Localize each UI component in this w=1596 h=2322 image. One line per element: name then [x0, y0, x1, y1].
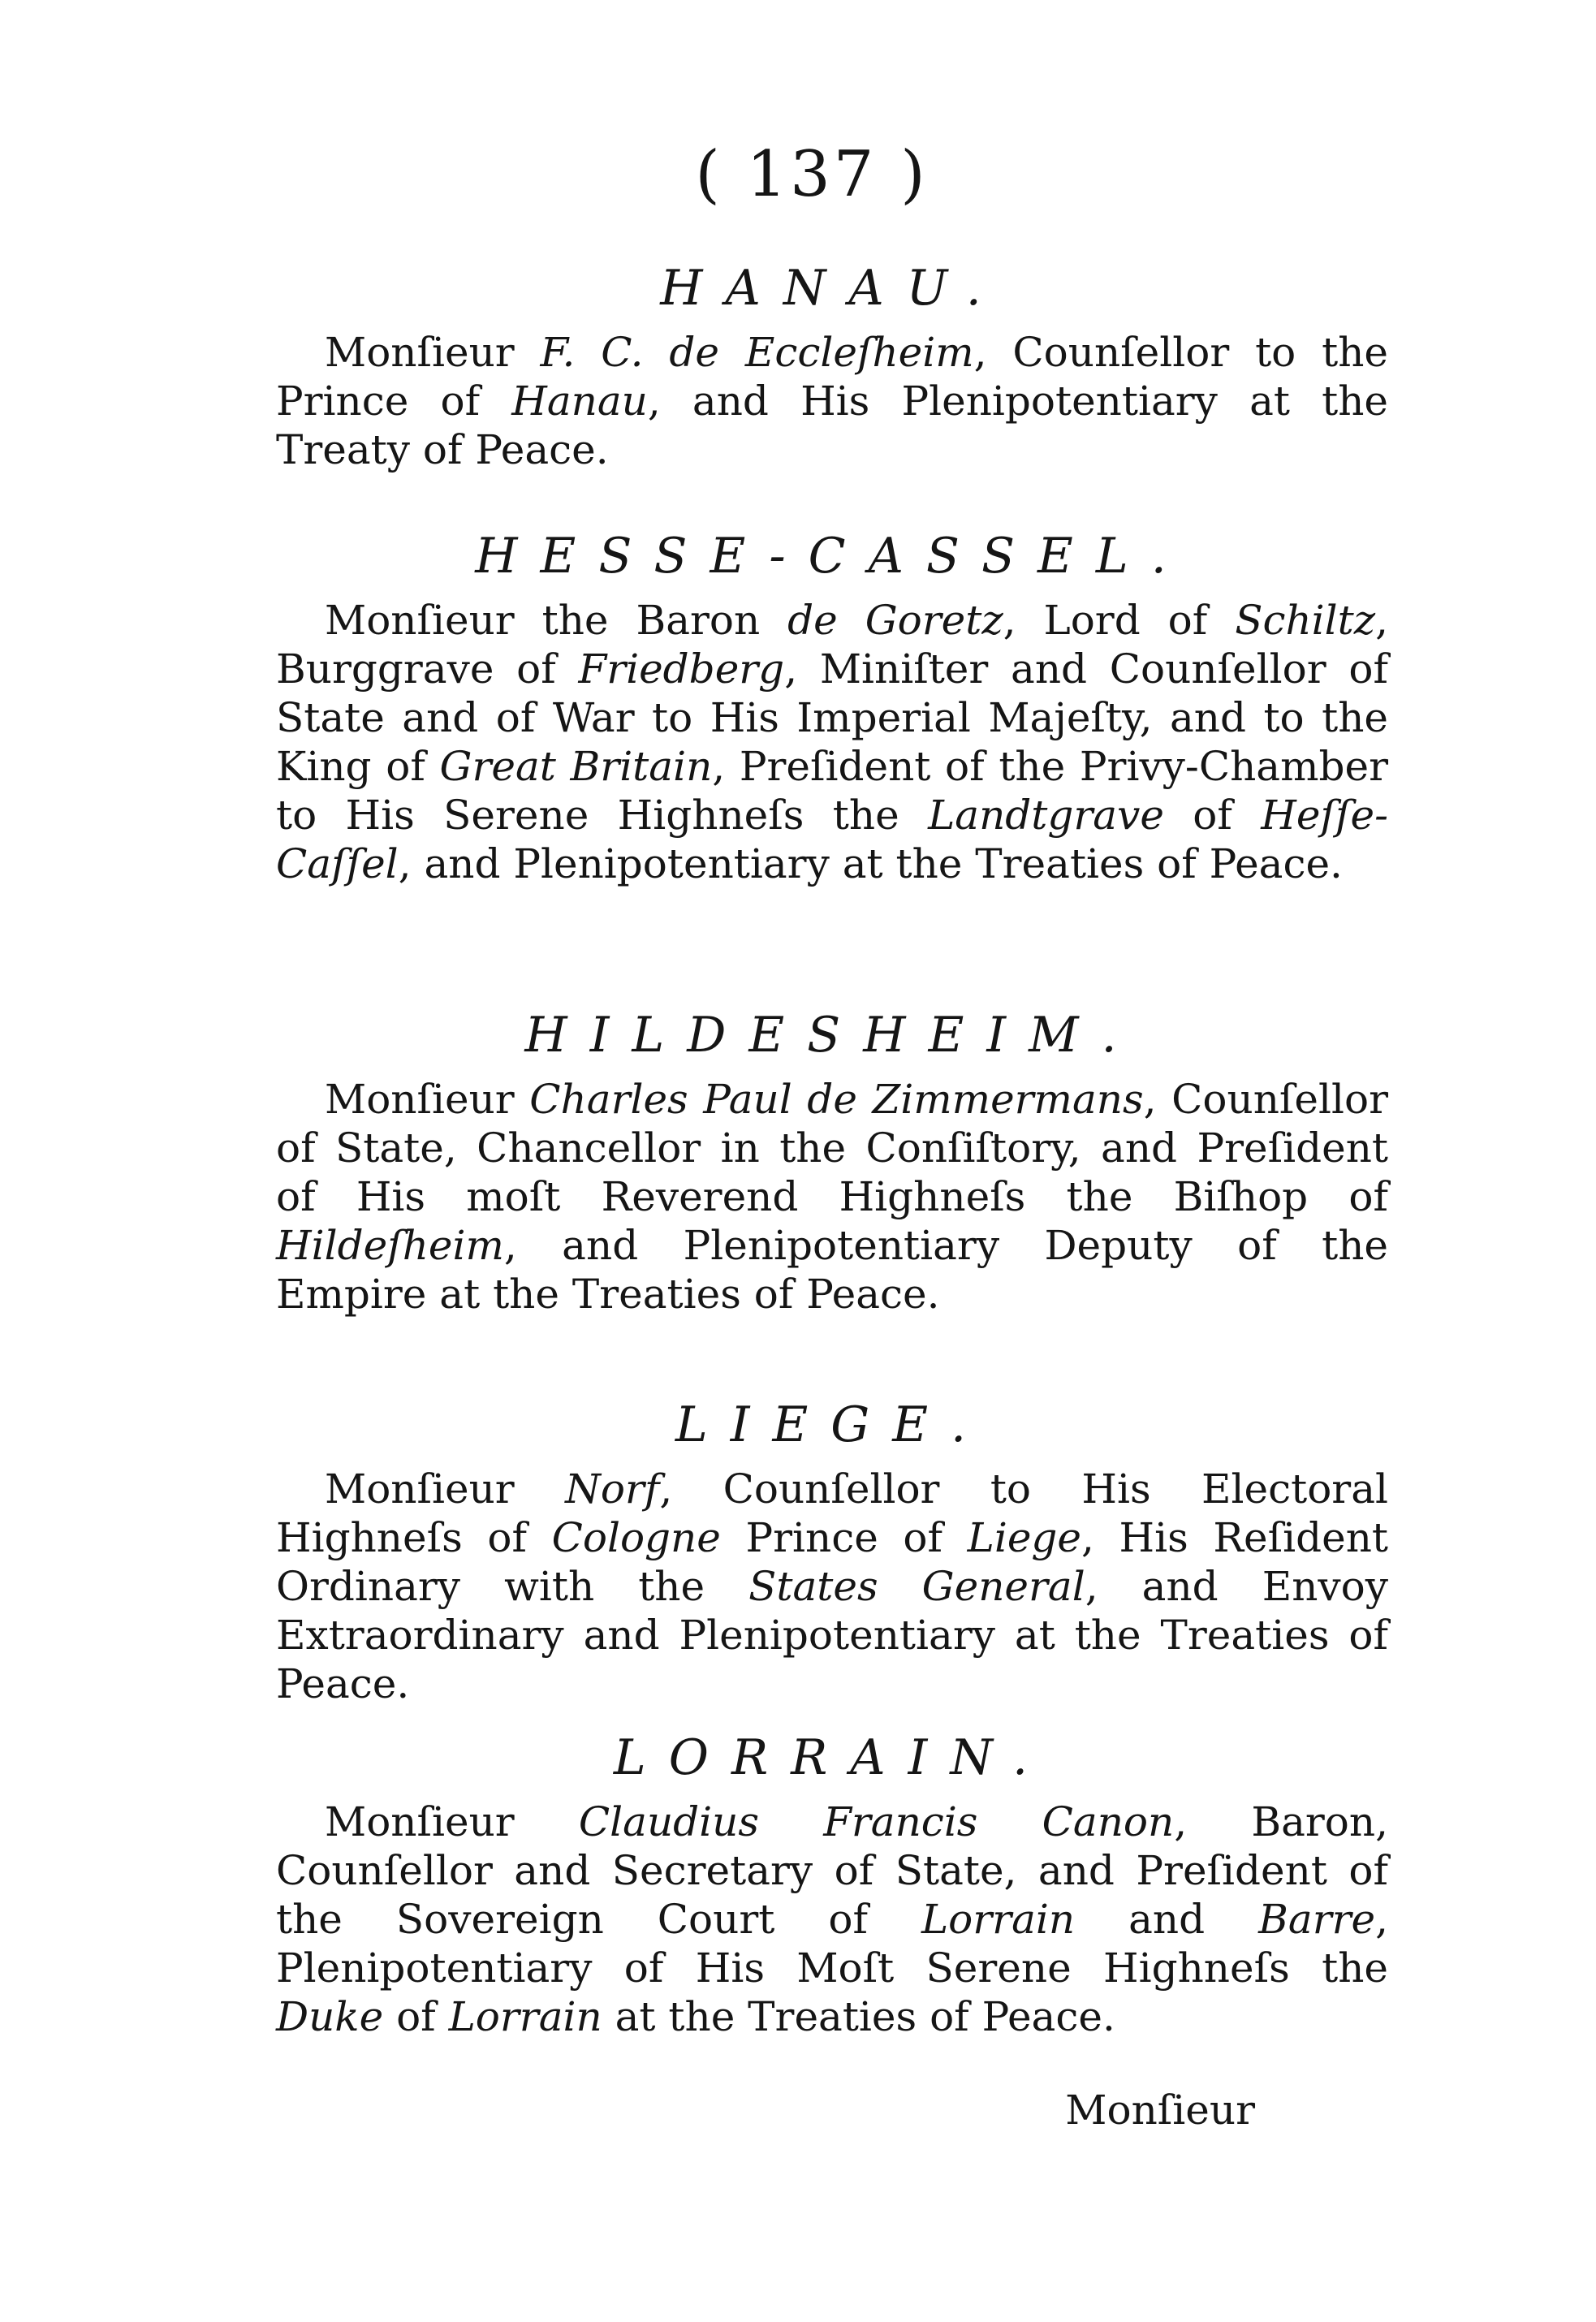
text-run: , Counſellor to the Prince of	[276, 329, 1388, 425]
entry-lorrain	[276, 1729, 1388, 2041]
text-run: , Lord of	[1003, 597, 1236, 644]
section-heading: HILDESHEIM.	[524, 1007, 1140, 1064]
text-run: Monſieur the Baron	[325, 597, 788, 644]
text-run: of	[1163, 792, 1262, 839]
italic-run: Liege	[967, 1514, 1082, 1561]
italic-run: Claudius Francis Canon	[578, 1798, 1175, 1845]
text-run: , and Plenipotentiary Deputy of the Empire at the Treaties of Peace.	[276, 1222, 1388, 1318]
entry-hesse-cassel	[276, 528, 1388, 888]
section-heading: HESSE-CASSEL.	[475, 528, 1189, 585]
entry-text	[276, 596, 1388, 888]
text-run: , Preſident of the Privy-Chamber to His Serene Highneſs the	[276, 743, 1389, 839]
entry-text	[276, 1798, 1388, 2041]
italic-run: F. C. de Eccleſheim	[540, 329, 974, 376]
text-run: Monſieur	[325, 329, 541, 376]
italic-run: Norf	[565, 1465, 660, 1513]
italic-run: Duke	[276, 1993, 384, 2040]
text-run: Monſieur	[325, 1798, 579, 1845]
entry-text	[276, 1465, 1388, 1708]
entry-text	[276, 1075, 1388, 1319]
italic-run: Cologne	[551, 1514, 721, 1561]
text-run: , and His Plenipotentiary at the Treaty of Peace.	[276, 378, 1388, 473]
italic-run: Hildeſheim	[276, 1222, 504, 1269]
italic-run: Schiltz	[1235, 597, 1376, 644]
entry-text	[276, 328, 1388, 474]
text-run: , Baron, Counſellor and Secretary of State, and Preſident of the Sovereign Court of	[276, 1798, 1388, 1943]
text-run: , and Envoy Extraordinary and Plenipotentiary at the Treaties of Peace.	[276, 1563, 1388, 1707]
text-run: , Counſellor to His Electoral Highneſs of	[276, 1465, 1388, 1561]
italic-run: Hanau	[511, 378, 648, 425]
text-run: and	[1075, 1896, 1259, 1943]
text-run: Prince of	[720, 1514, 968, 1561]
italic-run: Landtgrave	[928, 792, 1164, 839]
entry-hanau	[276, 260, 1388, 474]
section-heading: LIEGE.	[675, 1396, 990, 1453]
catchword: Monſieur	[1065, 2087, 1255, 2134]
text-run: , Counſellor of State, Chancellor in the Conſiſtory, and Preſident of His moſt Reverend Highneſs the Biſhop of	[276, 1076, 1388, 1220]
text-run: Monſieur	[325, 1076, 530, 1123]
italic-run: States General	[748, 1563, 1085, 1610]
italic-run: Heſſe-Caſſel	[276, 792, 1388, 887]
text-run: at the Treaties of Peace.	[602, 1993, 1115, 2040]
text-run: , Miniſter and Counſellor of State and of War to His Imperial Majeſty, and to the King of	[276, 645, 1388, 790]
italic-run: de Goretz	[787, 597, 1003, 644]
text-run: Monſieur	[325, 1465, 566, 1513]
page-number: ( 137 )	[695, 138, 929, 211]
text-run: of	[383, 1993, 449, 2040]
italic-run: Lorrain	[448, 1993, 602, 2040]
italic-run: Great Britain	[439, 743, 713, 790]
section-heading: LORRAIN.	[613, 1729, 1051, 1786]
text-run: , Plenipotentiary of His Moſt Serene Highneſs the	[276, 1896, 1388, 1992]
section-heading: HANAU.	[660, 260, 1004, 317]
italic-run: Barre	[1258, 1896, 1376, 1943]
italic-run: Friedberg	[578, 645, 785, 693]
entry-liege	[276, 1396, 1388, 1708]
entry-hildesheim	[276, 1007, 1388, 1319]
italic-run: Lorrain	[921, 1896, 1076, 1943]
text-run: , and Plenipotentiary at the Treaties of Peace.	[398, 840, 1343, 887]
text-run: , His Reſident Ordinary with the	[276, 1514, 1389, 1610]
text-run: , Burggrave of	[276, 597, 1388, 693]
italic-run: Charles Paul de Zimmermans	[529, 1076, 1144, 1123]
